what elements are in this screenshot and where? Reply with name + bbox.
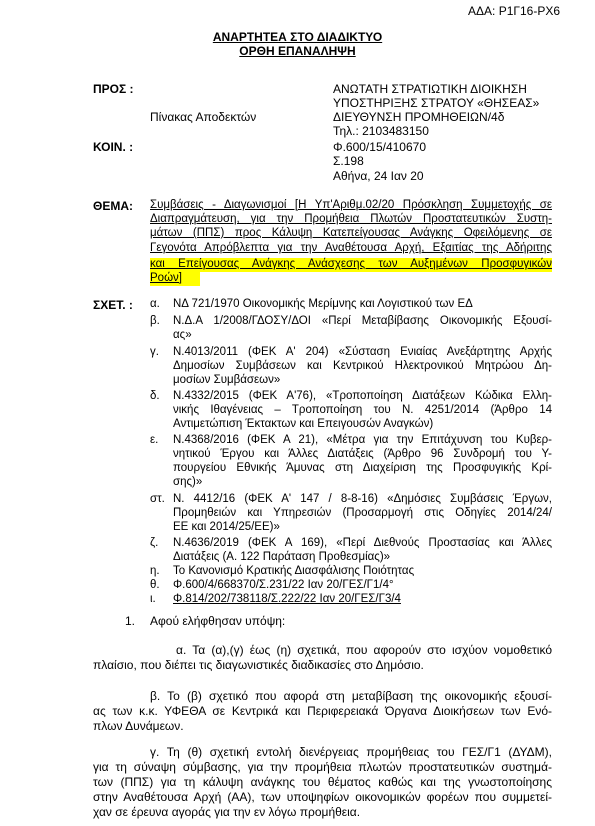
ref-marker: α. (150, 298, 160, 310)
pros-label: ΠΡΟΣ : (93, 82, 134, 96)
ref-line: ΕΕ και 2014/25/ΕΕ)» (173, 521, 280, 533)
ref-line: νητικού Έργου και Άλλες Διατάξεις (Άρθρο 96 Συνδρομή του Υ- (173, 448, 552, 460)
item-b-line: πλων Δυνάμεων. (93, 719, 184, 733)
ref-line: πουργείου Εθνικής Άμυνας στη Διαχείριση της Προσφυγικής Κρί- (173, 462, 552, 474)
subject-line: Διαπραγμάτευση, για την Προμήθεια Πλωτών Προστατευτικών Συστη- (150, 213, 552, 225)
item-b-line: ας των κ.κ. ΥΦΕΘΑ σε Κεντρικά και Περιφερειακά Όργανα Διοικήσεων των Ενό- (93, 704, 552, 718)
item-c-line: των (ΠΠΣ) για τη κάλυψη ανάγκης του θέματος καθώς και της γνωστοποίησης (93, 775, 552, 789)
ref-line: Φ.814/202/738118/Σ.222/22 Ιαν 20/ΓΕΣ/Γ3/4 (173, 593, 401, 605)
item-c-line: γ. Τη (θ) σχετική εντολή διενέργειας προμήθειας του ΓΕΣ/Γ1 (ΔΥΔΜ), (150, 745, 552, 759)
ref-line: Ν.Δ.Α 1/2008/ΓΔΟΣΥ/ΔΟΙ «Περί Μεταβίβασης Οικονομικής Εξουσί- (173, 315, 552, 327)
ref-line: Ν.4013/2011 (ΦΕΚ Α' 204) «Σύσταση Ενιαίας Ανεξάρτητης Αρχής (173, 346, 552, 358)
item-c-line: στην Αναθέτουσα Αρχή (ΑΑ), των υποψηφίων οικονομικών φορέων που συμμετεί- (93, 790, 552, 804)
ref-line: μοσίων Συμβάσεων» (173, 374, 281, 386)
ref-marker: θ. (150, 579, 160, 591)
ref-line: Το Κανονισμό Κρατικής Διασφάλισης Ποιότητας (173, 565, 415, 577)
item-c-line: για τη σύναψη σύμβασης, για την προμήθεια πλωτών προστατευτικών συστημά- (93, 760, 552, 774)
ref-marker: β. (150, 315, 160, 327)
ref-line: Ν.4368/2016 (ΦΕΚ Α 21), «Μέτρα για την Επιτάχυνση του Κυβερ- (173, 434, 552, 446)
place-date: Αθήνα, 24 Ιαν 20 (333, 169, 424, 183)
ref-line: νικής Ιθαγένειας – Τροποποίηση του Ν. 4251/2014 (Άρθρο 14 (173, 404, 552, 416)
recipients-table-label: Πίνακας Αποδεκτών (150, 110, 257, 124)
item-a-line: πλαίσιο, που διέπει τις διαγωνιστικές διαδικασίες στο Δημόσιο. (93, 658, 424, 672)
ref-marker: στ. (150, 493, 165, 505)
title-corrected-repeat: ΟΡΘΗ ΕΠΑΝΑΛΗΨΗ (239, 44, 356, 58)
ref-line: Δημοσίων Συμβάσεων και Κεντρικού Ηλεκτρονικού Μητρώου Δη- (173, 360, 552, 372)
subject-line: Ροών] (150, 272, 182, 284)
ref-marker: ι. (150, 593, 156, 605)
ref-line: Φ.600/4/668370/Σ.231/22 Ιαν 20/ΓΕΣ/Γ1/4° (173, 579, 394, 591)
references-label: ΣΧΕΤ. : (93, 298, 133, 312)
subject-line: Συμβάσεις - Διαγωνισμοί [Η Υπ'Αριθμ.02/20 Πρόσκληση Συμμετοχής σε (150, 199, 552, 211)
ref-marker: η. (150, 565, 160, 577)
sender-phone: Τηλ.: 2103483150 (333, 124, 429, 138)
ref-line: Αντιμετώπιση Έκτακτων και Επειγουσών Αναγκών) (173, 418, 434, 430)
sender-line: ΑΝΩΤΑΤΗ ΣΤΡΑΤΙΩΤΙΚΗ ΔΙΟΙΚΗΣΗ (333, 82, 527, 96)
item-b-line: β. Το (β) σχετικό που αφορά στη μεταβίβαση της οικονομικής εξουσί- (150, 689, 552, 703)
sender-line: ΥΠΟΣΤΗΡΙΞΗΣ ΣΤΡΑΤΟΥ «ΘΗΣΕΑΣ» (333, 96, 540, 110)
subject-label: ΘΕΜΑ: (93, 199, 133, 213)
ref-line: ας» (173, 329, 192, 341)
ada-code: ΑΔΑ: Ρ1Γ16-ΡΧ6 (468, 4, 561, 18)
ref-line: σης)» (173, 476, 203, 488)
subject-line: και Επείγουσας Ανάγκης Ανάσχεσης των Αυξημένων Προσφυγικών (150, 258, 552, 270)
item-a-line: α. Τα (α),(γ) έως (η) σχετικά, που αφορούν στο ισχύον νομοθετικό (176, 643, 552, 657)
title-post-online: ΑΝΑΡΤΗΤΕΑ ΣΤΟ ΔΙΑΔΙΚΤΥΟ (212, 30, 383, 44)
ref-marker: γ. (150, 346, 159, 358)
ref-line: Ν.4636/2019 (ΦΕΚ Α 169), «Περί Διεθνούς Προστασίας και Άλλες (173, 537, 552, 549)
ref-line: Ν.4332/2015 (ΦΕΚ Α'76), «Τροποποίηση Διατάξεων Κώδικα Ελλη- (173, 390, 552, 402)
ref-marker: ζ. (150, 537, 159, 549)
item-c-line: χαν σε έρευνα αγοράς για την εν λόγω προμήθεια. (93, 805, 361, 819)
ref-line: Προμηθειών και Υπηρεσιών (Προσαρμογή στις Οδηγίες 2014/24/ (173, 507, 552, 519)
serial-number: Σ.198 (333, 154, 364, 168)
ref-line: Ν. 4412/16 (ΦΕΚ Α' 147 / 8-8-16) «Δημόσιες Συμβάσεις Έργων, (173, 493, 552, 505)
koin-label: ΚΟΙΝ. : (93, 140, 134, 154)
ref-marker: δ. (150, 390, 160, 402)
subject-line: Γεγονότα Απρόβλεπτα για την Αναθέτουσα Αρχή, Εξαιτίας της Αδήριτης (150, 242, 552, 254)
paragraph-intro: Αφού ελήφθησαν υπόψη: (150, 614, 286, 628)
subject-line: μάτων (ΠΠΣ) προς Κάλυψη Κατεπείγουσας Ανάγκης Οφειλόμενης σε (150, 227, 552, 239)
paragraph-number: 1. (125, 614, 136, 628)
ref-line: Διατάξεις (Α. 122 Παράταση Προθεσμίας)» (173, 551, 391, 563)
sender-line: ΔΙΕΥΘΥΝΣΗ ΠΡΟΜΗΘΕΙΩΝ/4δ (333, 110, 505, 124)
ref-marker: ε. (150, 434, 159, 446)
ref-line: ΝΔ 721/1970 Οικονομικής Μερίμνης και Λογιστικού των ΕΔ (173, 298, 473, 310)
file-number: Φ.600/15/410670 (333, 140, 426, 154)
